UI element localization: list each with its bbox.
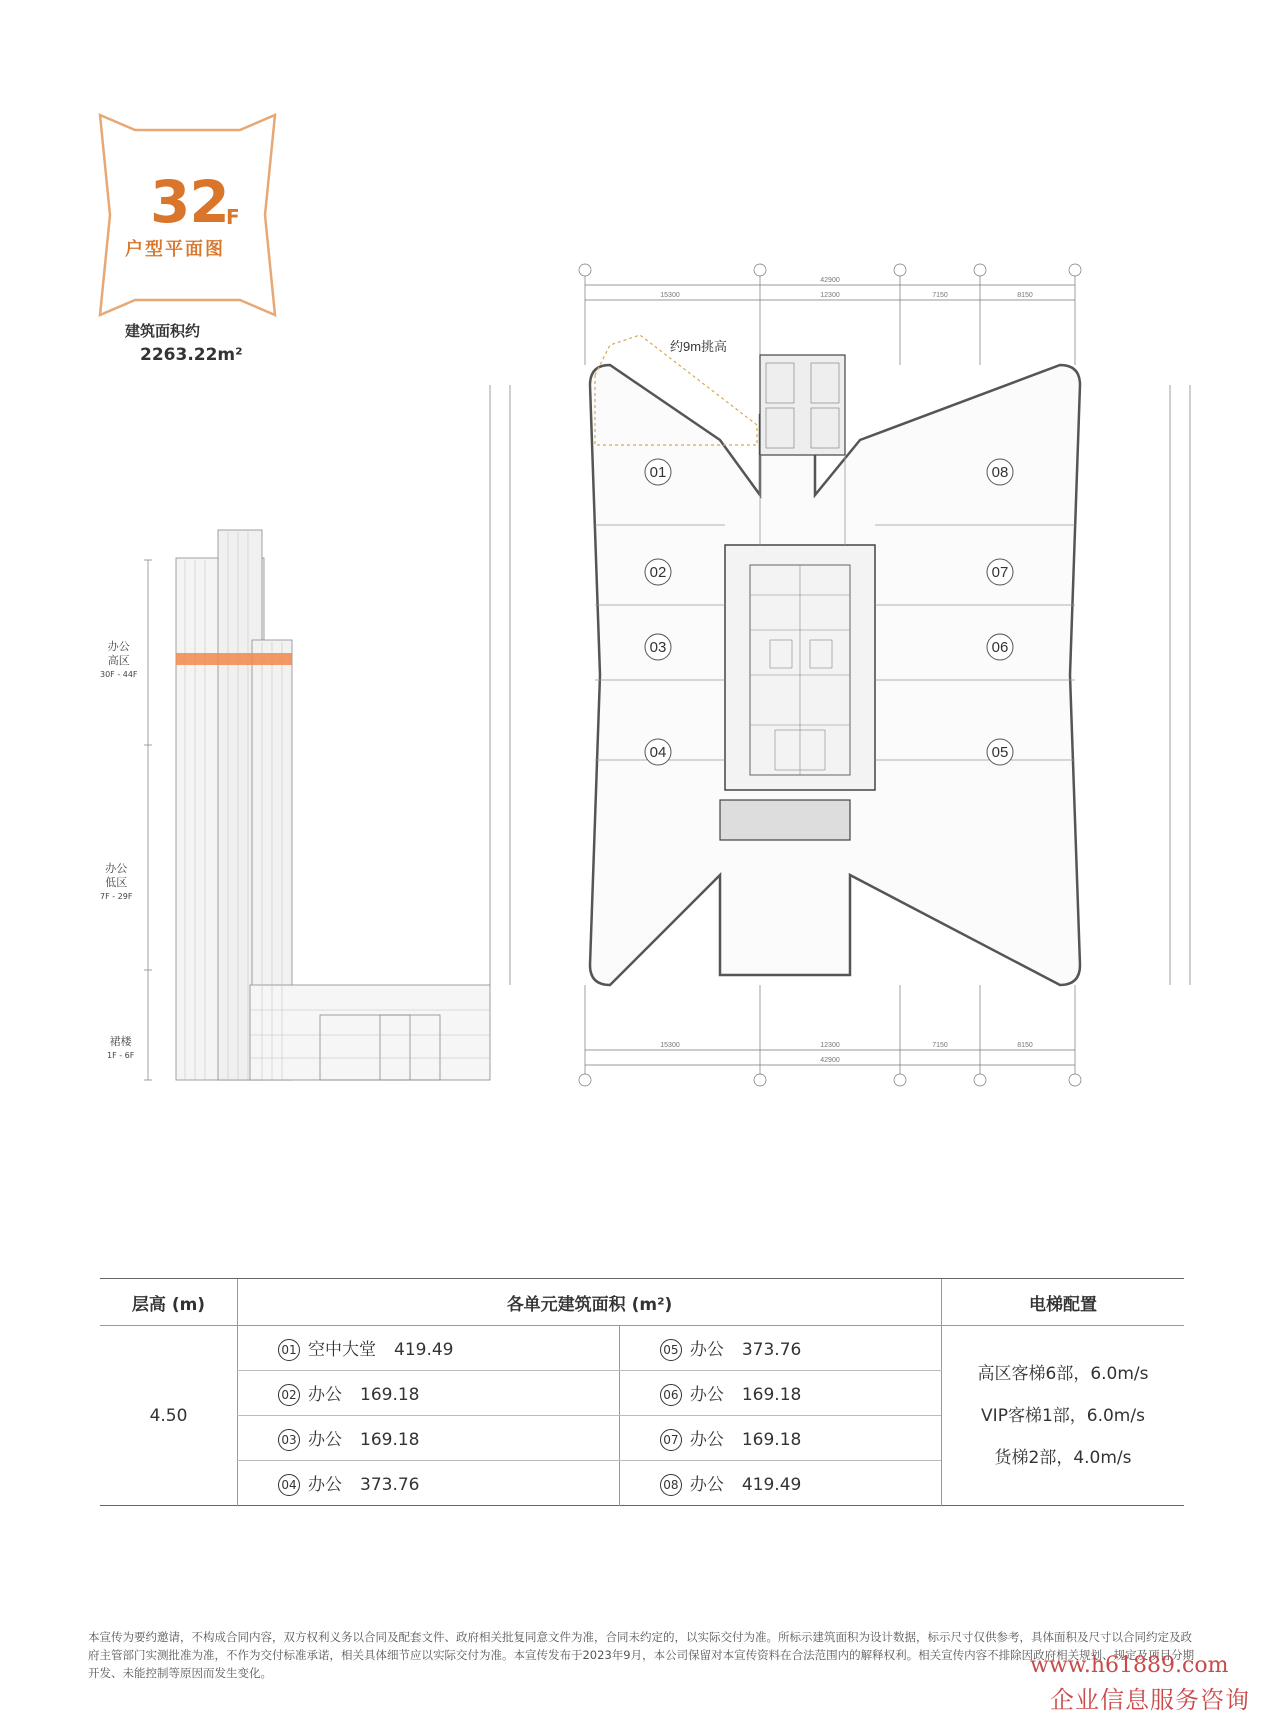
header-unit-area: 各单元建筑面积 (m²) — [238, 1279, 942, 1326]
floor-number: 32 — [150, 168, 229, 236]
unit-label-04: 04 — [649, 744, 667, 761]
unit-row-02: 02 办公 169.18 — [238, 1371, 620, 1416]
area-label: 建筑面积约 — [125, 322, 201, 340]
area-value: 2263.22m² — [140, 345, 243, 365]
zone-low: 办公 低区 7F - 29F — [100, 862, 133, 901]
atrium-annotation: 约9m挑高 — [670, 339, 728, 354]
unit-row-06: 06 办公 169.18 — [619, 1371, 941, 1416]
dim-bottom-total: 42900 — [820, 1057, 840, 1064]
unit-label-05: 05 — [991, 744, 1009, 761]
plan-title: 户型平面图 — [125, 239, 225, 260]
watermark-url: www.h61889.com — [1030, 1653, 1229, 1678]
watermark-text: 企业信息服务咨询 — [1050, 1686, 1250, 1714]
zone-high: 办公 高区 30F - 44F — [100, 640, 138, 679]
unit-label-07: 07 — [991, 564, 1009, 581]
unit-row-01: 01 空中大堂 419.49 — [238, 1326, 620, 1371]
floor-suffix: F — [226, 205, 240, 229]
dim-top-3: 7150 — [932, 292, 948, 299]
unit-area-table — [100, 1278, 1184, 1508]
zone-podium: 裙楼 1F - 6F — [107, 1035, 135, 1060]
unit-row-07: 07 办公 169.18 — [619, 1416, 941, 1461]
disclaimer: 本宣传为要约邀请，不构成合同内容，双方权利义务以合同及配套文件、政府相关批复同意文件为准，合同未约定的，以实际交付为准。所标示建筑面积为设计数据，标示尺寸仅供参考，具体面积及尺寸以合同约定及政府主管部门实测批准为准，不作为交付标准承诺，相关具体细节应以实际交付为准。本宣传发布于2023年9月，本公司保留对本宣传资料在合法范围内的解释权利。相关宣传内容不排除因政府相关规划、规定及项目分期开发、未能控制等原因而发生变化。 — [88, 1630, 1195, 1680]
unit-label-06: 06 — [991, 639, 1009, 656]
dim-bottom-1: 15300 — [660, 1042, 680, 1049]
unit-label-01: 01 — [649, 464, 667, 481]
header-elevator: 电梯配置 — [942, 1279, 1185, 1326]
dim-top-1: 15300 — [660, 292, 680, 299]
unit-row-05: 05 办公 373.76 — [619, 1326, 941, 1371]
floor-height-value: 4.50 — [149, 1405, 188, 1426]
dim-bottom-3: 7150 — [932, 1042, 948, 1049]
unit-row-03: 03 办公 169.18 — [238, 1416, 620, 1461]
dim-top-4: 8150 — [1017, 292, 1033, 299]
unit-row-08: 08 办公 419.49 — [619, 1461, 941, 1506]
unit-label-08: 08 — [991, 464, 1009, 481]
floor-plan — [470, 255, 1210, 1095]
unit-label-02: 02 — [649, 564, 667, 581]
header-floor-height: 层高 (m) — [100, 1279, 238, 1326]
dim-top-total: 42900 — [820, 277, 840, 284]
unit-label-03: 03 — [649, 639, 667, 656]
unit-row-04: 04 办公 373.76 — [238, 1461, 620, 1506]
dim-top-2: 12300 — [820, 292, 840, 299]
building-elevation — [140, 510, 520, 1100]
dim-bottom-4: 8150 — [1017, 1042, 1033, 1049]
dim-bottom-2: 12300 — [820, 1042, 840, 1049]
elevator-config: 高区客梯6部，6.0m/s VIP客梯1部，6.0m/s 货梯2部，4.0m/s — [942, 1326, 1185, 1506]
